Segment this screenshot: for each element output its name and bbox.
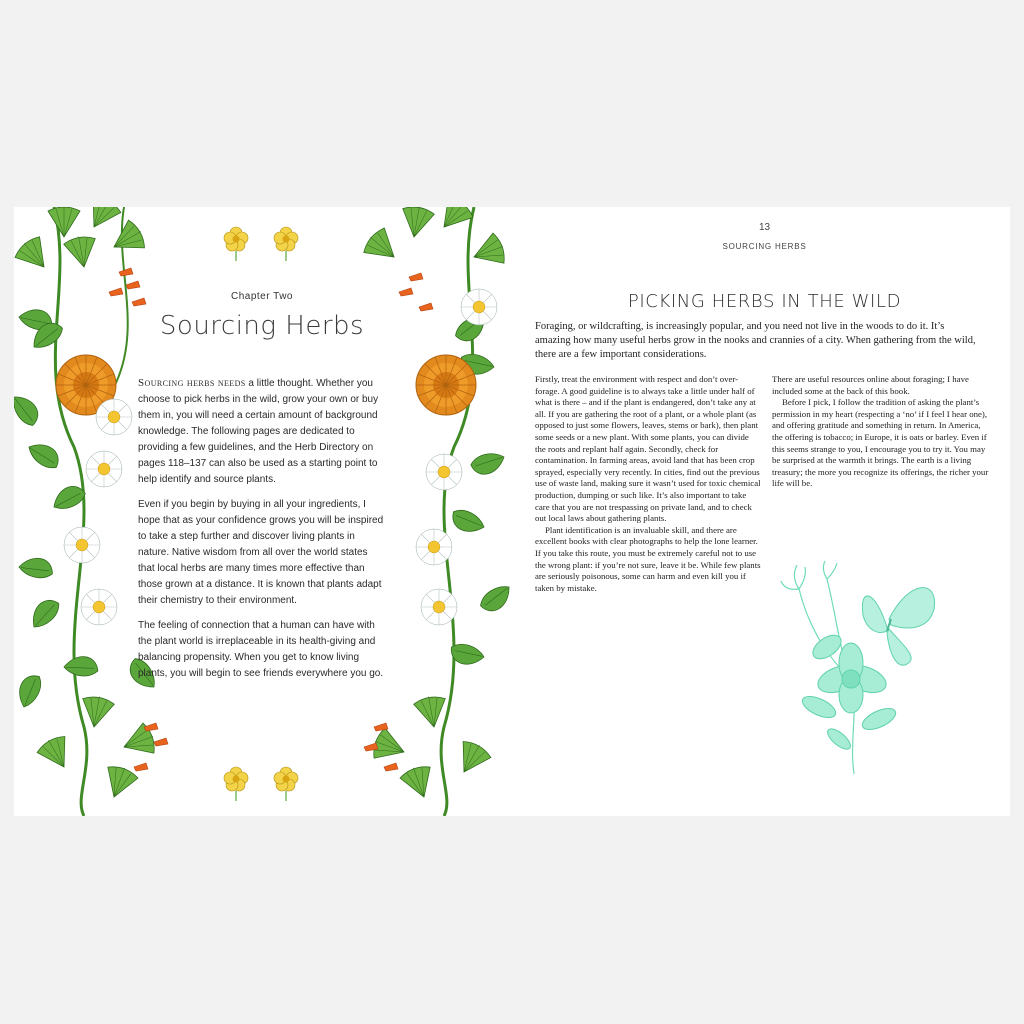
section-title: PICKING HERBS IN THE WILD bbox=[627, 291, 902, 312]
left-page bbox=[14, 207, 514, 816]
running-head: SOURCING HERBS bbox=[722, 242, 807, 251]
text-column-1 bbox=[535, 374, 761, 594]
column-paragraph: Firstly, treat the environment with respect and don’t over-forage. A good guideline is to always take a little under half of what is there – and if the plant is endangered, don’t take any at all. If you are gathering the root of a plant, or a whole plant (as opposed to just some flowers, leaves, stems or bark), then plant some seeds or a new plant. With some plants, you can divide the roots and replant half again. Secondly, check for contamination. In farming areas, avoid land that has been crop sprayed, especially very recently. In cities, find out the previous use of waste land, making sure it wasn’t used for toxic chemical production, dumping or such like. It’s also important to take care that you are not trespassing on private land, and to check out local laws about gathering plants. bbox=[535, 374, 761, 524]
chapter-label: Chapter Two bbox=[230, 291, 293, 302]
mint-flower-butterfly-illustration bbox=[779, 559, 939, 774]
chapter-body bbox=[138, 375, 384, 691]
column-paragraph: Before I pick, I follow the tradition of asking the plant’s permission in my heart (respecting a ‘no’ if I feel I hear one), and offering gratitude and something in return. In America, the offering is tobacco; in Europe, it is oats or barley. Even if this seems strange to you, I encourage you to try it. You may be surprised at the warmth it brings. The earth is a living treasury; the more you recognize its offerings, the richer your life will be. bbox=[772, 397, 989, 489]
book-spread bbox=[14, 207, 1010, 816]
right-page bbox=[519, 207, 1010, 816]
chapter-title: Sourcing Herbs bbox=[159, 311, 365, 341]
intro-paragraph: Foraging, or wildcrafting, is increasingly popular, and you need not live in the woods to do it. It’s amazing how many useful herbs grow in the nooks and crannies of a city. When gathering from the wild, there are a few important considerations. bbox=[535, 321, 976, 360]
body-paragraph-1 bbox=[138, 375, 384, 488]
paragraph-text: a little thought. Whether you choose to pick herbs in the wild, grow your own or buy them in, you will need a certain amount of background knowledge. The following pages are dedicated to providing a few guidelines, and the Herb Directory on pages 118–137 can also be used as a starting point to help identify and source plants. bbox=[138, 378, 379, 485]
lead-in: Sourcing herbs needs bbox=[138, 377, 246, 389]
column-paragraph: Plant identification is an invaluable skill, and there are excellent books with clear photographs to help the lone learner. If you take this route, you must be extremely careful not to use the wrong plant: if you’re not sure, leave it be. While few plants are seriously poisonous, some can harm and even kill you if taken by mistake. bbox=[535, 524, 761, 593]
body-paragraph-3: The feeling of connection that a human can have with the plant world is irreplaceable in its health-giving and balancing propensity. When you get to know living plants, you will begin to see friends everywhere you go. bbox=[138, 620, 384, 679]
page-number: 13 bbox=[758, 222, 771, 233]
body-paragraph-2: Even if you begin by buying in all your ingredients, I hope that as your confidence grows you will be inspired to take a step further and discover living plants in nature. Native wisdom from all over the world states that local herbs are many times more effective than those grown at a distance. It is known that plants adapt their chemistry to their environment. bbox=[138, 499, 384, 606]
column-paragraph: There are useful resources online about foraging; I have included some at the back of this book. bbox=[772, 374, 969, 396]
text-column-2 bbox=[772, 374, 990, 490]
